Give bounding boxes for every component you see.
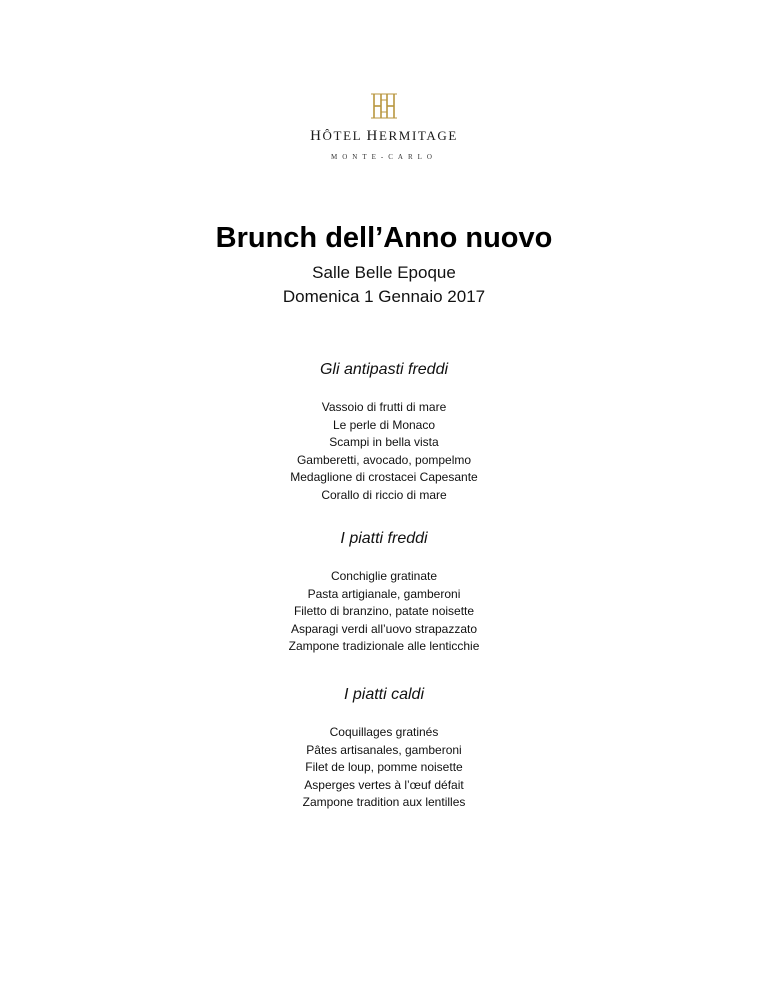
hotel-name — [0, 128, 768, 145]
event-date: Domenica 1 Gennaio 2017 — [282, 287, 486, 306]
menu-item: Zampone tradition aux lentilles — [302, 795, 466, 809]
hh-monogram-icon — [369, 92, 399, 120]
menu-item: Asparagi verdi all’uovo strapazzato — [290, 621, 478, 636]
menu-item: Gamberetti, avocado, pompelmo — [296, 452, 472, 467]
menu-item: Filet de loup, pomme noisette — [305, 760, 463, 774]
menu-item: Corallo di riccio di mare — [321, 487, 447, 502]
hotel-name-initial-2: H — [366, 128, 379, 144]
menu-item: Medaglione di crostacei Capesante — [290, 470, 478, 484]
menu-item: Asperges vertes à l’œuf défait — [304, 777, 464, 792]
menu-item: Coquillages gratinés — [329, 725, 439, 739]
menu-item: Pasta artigianale, gamberoni — [307, 586, 461, 601]
menu-item: Zampone tradizionale alle lenticchie — [288, 639, 480, 653]
hotel-logo — [0, 92, 768, 161]
section-heading: Gli antipasti freddi — [319, 361, 449, 378]
section-heading: I piatti freddi — [340, 530, 428, 547]
page-title: Brunch dell’Anno nuovo — [215, 222, 553, 254]
menu-item: Le perle di Monaco — [332, 417, 436, 432]
menu-item: Conchiglie gratinate — [330, 569, 438, 583]
hotel-name-part-1: ÔTEL — [322, 128, 367, 143]
menu-section-piatti-caldi — [0, 686, 768, 812]
menu-section-piatti-freddi — [0, 530, 768, 656]
menu-section-antipasti — [0, 361, 768, 504]
hotel-name-part-2: ERMITAGE — [378, 128, 458, 143]
section-heading: I piatti caldi — [343, 686, 425, 703]
menu-item: Filetto di branzino, patate noisette — [293, 604, 475, 618]
venue-subtitle: Salle Belle Epoque — [312, 263, 456, 282]
hotel-city: MONTE-CARLO — [331, 153, 437, 161]
menu-item: Pâtes artisanales, gamberoni — [306, 742, 462, 757]
menu-item: Scampi in bella vista — [329, 435, 439, 449]
menu-item: Vassoio di frutti di mare — [321, 400, 447, 414]
hotel-name-initial-1: H — [310, 128, 323, 144]
